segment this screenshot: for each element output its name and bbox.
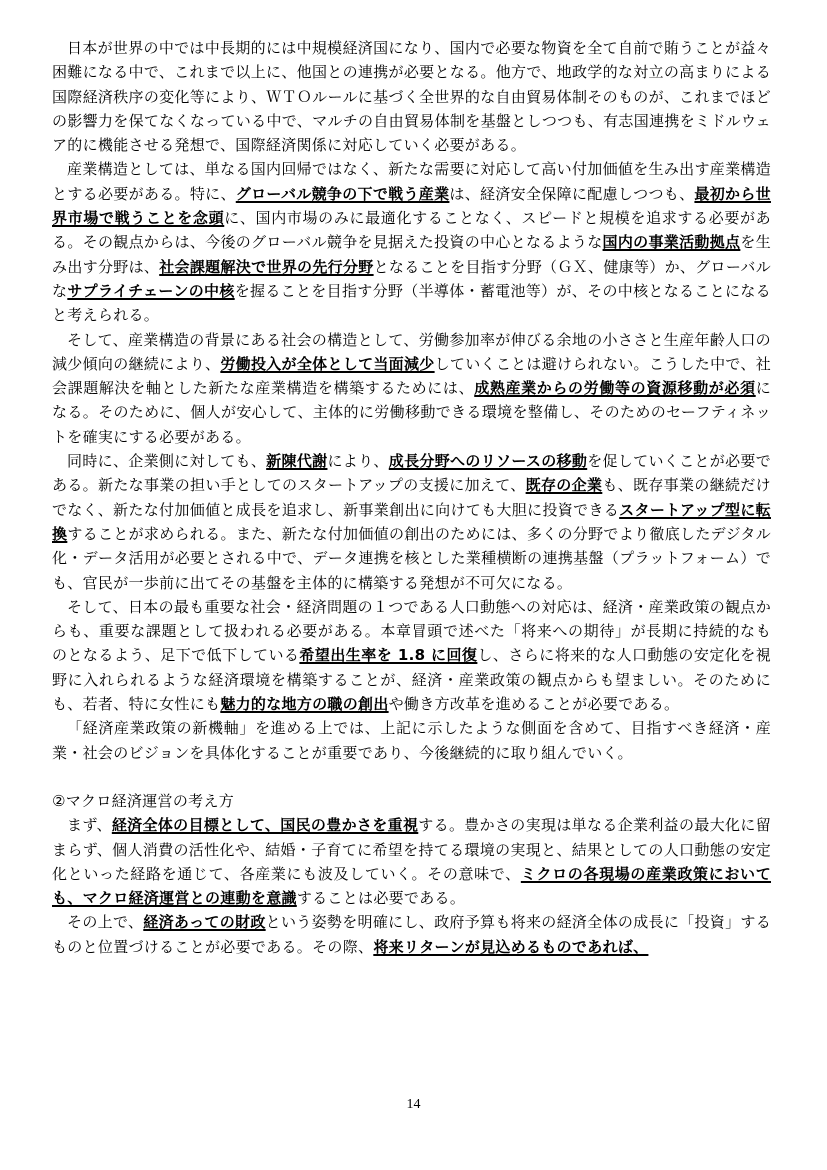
- paragraph-text: により、: [327, 452, 389, 471]
- emphasized-text: 希望出生率を 1.8 に回復: [299, 646, 478, 665]
- paragraph-text: となることを目指す分野（ＧＸ、健康等）か、グローバルな: [52, 257, 772, 300]
- paragraph-p3: [52, 328, 771, 449]
- paragraph-p1: [52, 36, 771, 157]
- paragraph-text: や働き方改革を進めることが必要である。: [388, 695, 680, 714]
- emphasized-text: グローバル競争の下で戦う産業: [235, 184, 450, 203]
- paragraph-text: を握ることを目指す分野（半導体・蓄電池等）が、その中核となることになると考えられる。: [52, 281, 771, 325]
- paragraph-text: そして、産業構造の背景にある社会の構造として、労働参加率が伸びる余地の小ささと生産年齢人口の減少傾向の継続により、: [52, 330, 771, 373]
- emphasized-text: 魅力的な地方の職の創出: [220, 695, 389, 714]
- paragraph-text: になる。そのために、個人が安心して、主体的に労働移動できる環境を整備し、そのためのセーフティネットを確実にする必要がある。: [52, 379, 772, 446]
- paragraph-p8: [52, 910, 771, 959]
- paragraph-p4: [52, 449, 771, 595]
- emphasized-text: 国内の事業活動拠点: [602, 233, 741, 252]
- emphasized-text: サプライチェーンの中核: [67, 281, 235, 300]
- emphasized-text: 最初から世界市場で戦うことを念頭: [52, 184, 771, 228]
- paragraph-text: を生み出す分野は、: [52, 233, 771, 276]
- paragraph-text: し、さらに将来的な人口動態の安定化を視野に入れられるような経済環境を構築することが、経済・産業政策の観点からも望ましい。そのためにも、若者、特に女性にも: [52, 646, 771, 714]
- emphasized-text: 既存の企業: [525, 476, 603, 495]
- paragraph-text: に、国内市場のみに最適化することなく、スピードと規模を追求する必要がある。その観点からは、今後のグローバル競争を見据えた投資の中心となるような: [52, 209, 771, 252]
- paragraph-text: することが求められる。また、新たな付加価値の創出のためには、多くの分野でより徹底したデジタル化・データ活用が必要とされる中で、データ連携を核とした業種横断の連携基盤（プラットフォーム）でも、官民が一歩前に出てその基盤を主体的に構築する発想が不可欠になる。: [52, 524, 771, 592]
- paragraph-p6: [52, 716, 771, 765]
- emphasized-text: 経済全体の目標として、国民の豊かさを重視: [111, 816, 419, 835]
- paragraph-p7: [52, 813, 771, 910]
- emphasized-text: ミクロの各現場の産業政策においても、マクロ経済運営との連動を意識: [52, 864, 771, 908]
- paragraph-text: という姿勢を明確にし、政府予算も将来の経済全体の成長に「投資」するものと位置づけることが必要である。その際、: [52, 913, 772, 956]
- body-text: [52, 36, 771, 959]
- emphasized-text: 成長分野へのリソースの移動: [388, 452, 588, 471]
- paragraph-text: 産業構造としては、単なる国内回帰ではなく、新たな需要に対応して高い付加価値を生み出す産業構造とする必要がある。特に、: [52, 160, 771, 203]
- paragraph-text: も、既存事業の継続だけでなく、新たな付加価値と成長を追求し、新事業創出に向けても大胆に投資できる: [52, 476, 771, 519]
- emphasized-text: 成熟産業からの労働等の資源移動が必須: [474, 379, 756, 398]
- emphasized-text: 社会課題解決で世界の先行分野: [159, 257, 374, 276]
- paragraph-text: そして、日本の最も重要な社会・経済問題の１つである人口動態への対応は、経済・産業政策の観点からも、重要な課題として扱われる必要がある。本章冒頭で述べた「将来への期待」が長期に持続的なものとなるよう、足下で低下している: [52, 597, 771, 665]
- emphasized-text: 経済あっての財政: [143, 913, 266, 932]
- paragraph-text: その上で、: [67, 913, 144, 932]
- paragraph-text: を促していくことが必要である。新たな事業の担い手としてのスタートアップの支援に加えて、: [52, 452, 772, 495]
- emphasized-text: 新陳代謝: [266, 452, 328, 471]
- emphasized-text: スタートアップ型に転換: [52, 500, 771, 543]
- paragraph-text: していくことは避けられない。こうした中で、社会課題解決を軸とした新たな産業構造を構築するためには、: [52, 354, 771, 398]
- paragraph-text: する。豊かさの実現は単なる企業利益の最大化に留まらず、個人消費の活性化や、結婚・子育てに希望を持てる環境の実現と、結果としての人口動態の安定化といった経路を通じて、各産業にも波及していく。その意味で、: [52, 816, 772, 883]
- paragraph-p5: [52, 595, 771, 716]
- paragraph-text: 日本が世界の中では中長期的には中規模経済国になり、国内で必要な物資を全て自前で賄うことが益々困難になる中で、これまで以上に、他国との連携が必要となる。他方で、地政学的な対立の高まりによる国際経済秩序の変化等により、ＷＴＯルールに基づく全世界的な自由貿易体制そのものが、これまでほどの影響力を保てなくなっている中で、マルチの自由貿易体制を基盤としつつも、有志国連携をミドルウェア的に機能させる発想で、国際経済関係に対応していく必要がある。: [52, 39, 771, 155]
- section-heading: ②マクロ経済運営の考え方: [52, 791, 235, 810]
- paragraph-group-1: [52, 36, 771, 765]
- paragraph-text: することは必要である。: [296, 889, 466, 908]
- paragraph-p2: [52, 157, 771, 327]
- paragraph-text: まず、: [67, 816, 112, 835]
- emphasized-text: 将来リターンが見込めるものであれば、: [373, 937, 649, 956]
- paragraph-group-2: [52, 813, 771, 959]
- paragraph-text: 同時に、企業側に対しても、: [67, 452, 267, 471]
- page-number: 14: [406, 1097, 421, 1112]
- emphasized-text: 労働投入が全体として当面減少: [220, 354, 435, 373]
- paragraph-text: 「経済産業政策の新機軸」を進める上では、上記に示したような側面を含めて、目指すべき経済・産業・社会のビジョンを具体化することが重要であり、今後継続的に取り組んでいく。: [52, 719, 771, 762]
- paragraph-text: は、経済安全保障に配慮しつつも、: [449, 184, 695, 203]
